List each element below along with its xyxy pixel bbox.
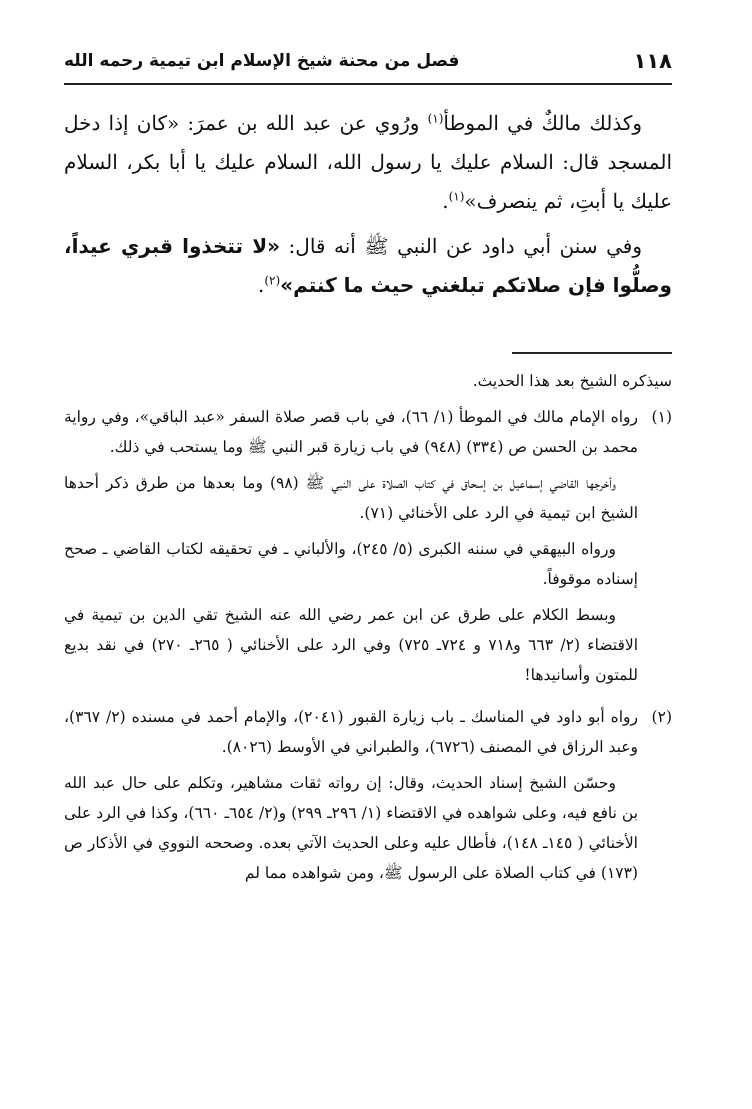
running-title: فصل من محنة شيخ الإسلام ابن تيمية رحمه الله [64,51,460,71]
footnote-separator [512,352,672,354]
main-paragraph-1-text2: ورُوي عن عبد الله بن عمرَ: «كان إذا دخل المسجد قال: السلام عليك يا رسول الله، السلام عليك يا أبا بكر، السلام عليك يا أبتِ، ثم ينصرف» [64,111,672,213]
main-paragraph-1 [64,104,672,221]
footnote-marker: (٢) [264,273,281,288]
footnote-body [64,702,638,894]
page-number: ١١٨ [633,49,672,73]
footnote-marker: (١) [448,189,465,204]
footnote-number: (١) [651,408,672,426]
footnote-body [64,402,638,696]
footnote-1 [64,402,672,696]
main-paragraph-2-text: وفي سنن أبي داود عن النبي ﷺ أنه قال: [280,234,642,258]
header-rule [64,83,672,85]
footnotes [64,366,672,900]
main-paragraph-2 [64,227,672,305]
footnote-1-para-1: رواه الإمام مالك في الموطأ (١/ ٦٦)، في باب قصر صلاة السفر «عبد الباقي»، وفي رواية محمد بن الحسن ص (٣٣٤) (٩٤٨) في باب زيارة قبر النبي ﷺ وما يستحب في ذلك. [64,408,638,456]
footnote-1-para-4: وبسط الكلام على طرق عن ابن عمر رضي الله عنه الشيخ تقي الدين بن تيمية في الاقتضاء (٢/ ٦٦٣ و٧١٨ و ٧٢٤ـ ٧٢٥) وفي الرد على الأخنائي ( ٢٦٥ـ ٢٧٠) في نقد بديع للمتون وأسانيدها! [64,606,638,684]
main-paragraph-1-end: . [442,189,449,213]
footnote-2-para-2: وحسّن الشيخ إسناد الحديث، وقال: إن رواته ثقات مشاهير، وتكلم على حال عبد الله بن نافع فيه، وعلى شواهده في الاقتضاء (١/ ٢٩٦ـ ٢٩٩) و(٢/ ٦٥٤ـ ٦٦٠)، وكذا في الرد على الأخنائي ( ١٤٥ـ ١٤٨)، فأطال عليه وعلى الحديث الآتي بعده. وصححه النووي في الأذكار ص (١٧٣) في كتاب الصلاة على الرسول ﷺ، ومن شواهده مما لم [64,774,639,882]
footnote-2 [64,702,672,894]
footnote-marker: (١) [427,111,444,126]
main-paragraph-1-text: وكذلك مالكٌ في الموطأ [443,111,643,135]
page-header [64,44,672,78]
footnote-2-para-1: رواه أبو داود في المناسك ـ باب زيارة القبور (٢٠٤١)، والإمام أحمد في مسنده (٢/ ٣٦٧)، وعبد الرزاق في المصنف (٦٧٢٦)، والطبراني في الأوسط (٨٠٢٦). [64,708,638,756]
footnote-number: (٢) [651,708,672,726]
hadith-quote: «لا تتخذوا قبري عيداً، وصلُّوا فإن صلاتكم تبلغني حيث ما كنتم» [64,234,672,297]
footnote-continuation: سيذكره الشيخ بعد هذا الحديث. [472,372,672,390]
footnote-1-para-3: ورواه البيهقي في سننه الكبرى (٥/ ٢٤٥)، والألباني ـ في تحقيقه لكتاب القاضي ـ صحح إسناده موقوفاً. [64,540,638,588]
main-paragraph-2-end: . [257,273,265,297]
footnote-1-para-2: وأخرجها القاضي إسماعيل بن إسحاق في كتاب الصلاة على النبي ﷺ (٩٨) وما بعدها من طرق ذكر أحدها الشيخ ابن تيمية في الرد على الأخنائي (٧١). [64,474,638,522]
main-text [64,104,672,311]
